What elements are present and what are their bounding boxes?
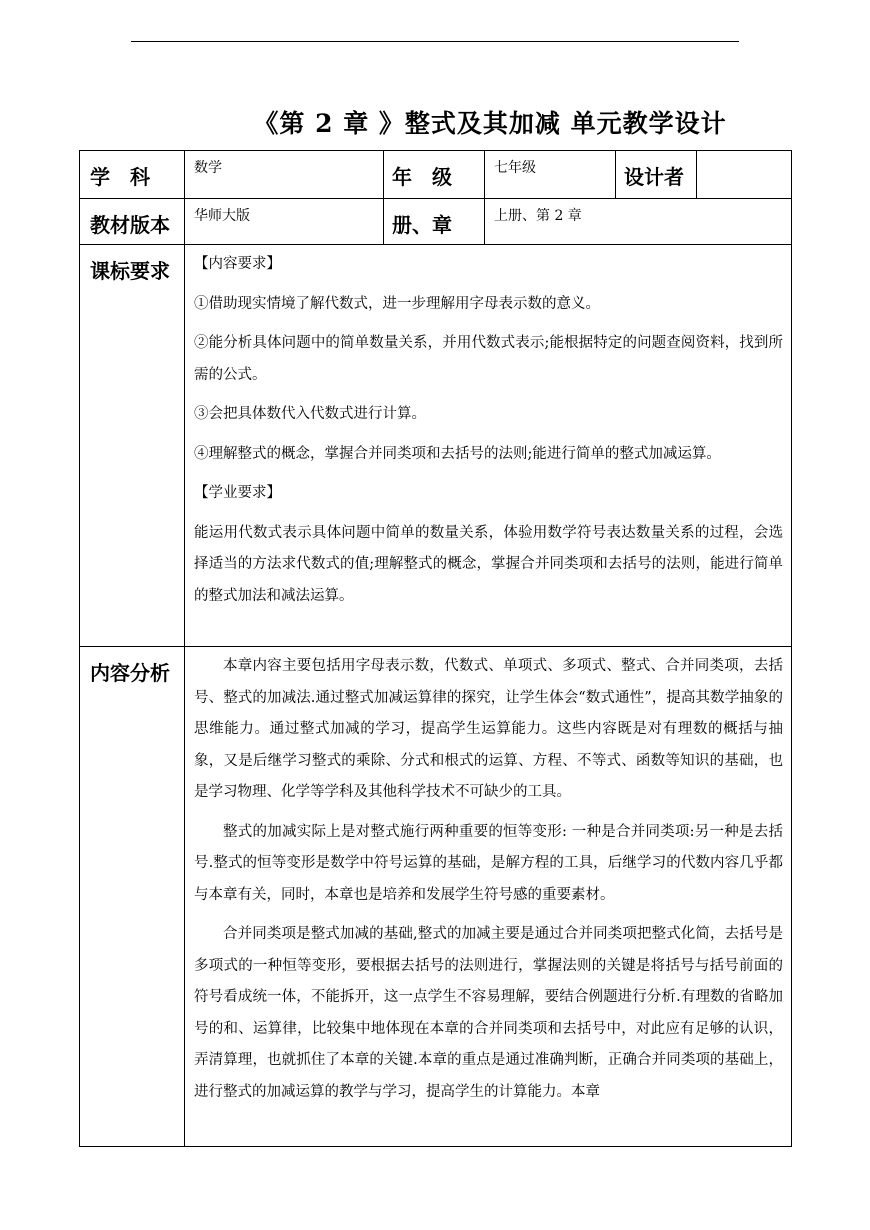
volume-value: 上册、第 2 章 <box>485 199 792 245</box>
design-table <box>79 150 792 1147</box>
edition-label: 教材版本 <box>80 199 185 245</box>
analysis-paragraph: 整式的加减实际上是对整式施行两种重要的恒等变形: 一种是合并同类项:另一种是去括号.整式的恒等变形是数学中符号运算的基础，是解方程的工具，后继学习的代数内容几乎都与本章有关，同时，本章也是培养和发展学生符号感的重要素材。 <box>194 823 783 903</box>
analysis-paragraph: 合并同类项是整式加减的基础,整式的加减主要是通过合并同类项把整式化简，去括号是多项式的一种恒等变形，要根据去括号的法则进行，掌握法则的关键是将括号与括号前面的符号看成统一体，不能拆开，这一点学生不容易理解，要结合例题进行分析.有理数的省略加号的和、运算律，比较集中地体现在本章的合并同类项和去括号中，对此应有足够的认识，弄清算理，也就抓住了本章的关键.本章的重点是通过准确判断，正确合并同类项的基础上，进行整式的加减运算的教学与学习，提高学生的计算能力。本章 <box>194 926 783 1100</box>
academic-requirements-text: 能运用代数式表示具体问题中简单的数量关系，体验用数学符号表达数量关系的过程，会选择适当的方法求代数式的值;理解整式的概念，掌握合并同类项和去括号的法则，能进行简单的整式加法和减法运算。 <box>194 524 783 604</box>
analysis-row <box>80 647 792 1147</box>
edition-value: 华师大版 <box>185 199 384 245</box>
standard-item: ②能分析具体问题中的简单数量关系，并用代数式表示;能根据特定的问题查阅资料，找到所需的公式。 <box>194 335 783 383</box>
analysis-label: 内容分析 <box>80 647 185 1147</box>
analysis-content <box>185 647 792 1147</box>
document-title: 《第 2 章 》整式及其加减 单元教学设计 <box>253 109 727 138</box>
designer-label: 设计者 <box>616 151 697 199</box>
academic-requirements-heading: 【学业要求】 <box>194 485 281 501</box>
standard-item: ③会把具体数代入代数式进行计算。 <box>194 406 426 422</box>
analysis-paragraph: 本章内容主要包括用字母表示数，代数式、单项式、多项式、整式、合并同类项，去括号、整式的加减法.通过整式加减运算律的探究，让学生体会“数式通性”，提高其数学抽象的思维能力。通过整式加减的学习，提高学生运算能力。这些内容既是对有理数的概括与抽象，又是后继学习整式的乘除、分式和根式的运算、方程、不等式、函数等知识的基础，也是学习物理、化学等学科及其他科学技术不可缺少的工具。 <box>194 658 783 800</box>
info-row-subject <box>80 151 792 199</box>
grade-value: 七年级 <box>485 151 616 199</box>
standard-item: ④理解整式的概念，掌握合并同类项和去括号的法则;能进行简单的整式加减运算。 <box>194 445 721 462</box>
header-rule <box>131 41 739 42</box>
subject-value: 数学 <box>185 151 384 199</box>
standards-content <box>185 245 792 647</box>
content-requirements-heading: 【内容要求】 <box>194 256 281 272</box>
standards-label: 课标要求 <box>80 245 185 647</box>
designer-value <box>697 151 792 199</box>
subject-label: 学 科 <box>80 151 185 199</box>
info-row-edition <box>80 199 792 245</box>
standard-item: ①借助现实情境了解代数式，进一步理解用字母表示数的意义。 <box>194 295 600 312</box>
grade-label: 年 级 <box>384 151 485 199</box>
standards-row <box>80 245 792 647</box>
volume-label: 册、章 <box>384 199 485 245</box>
